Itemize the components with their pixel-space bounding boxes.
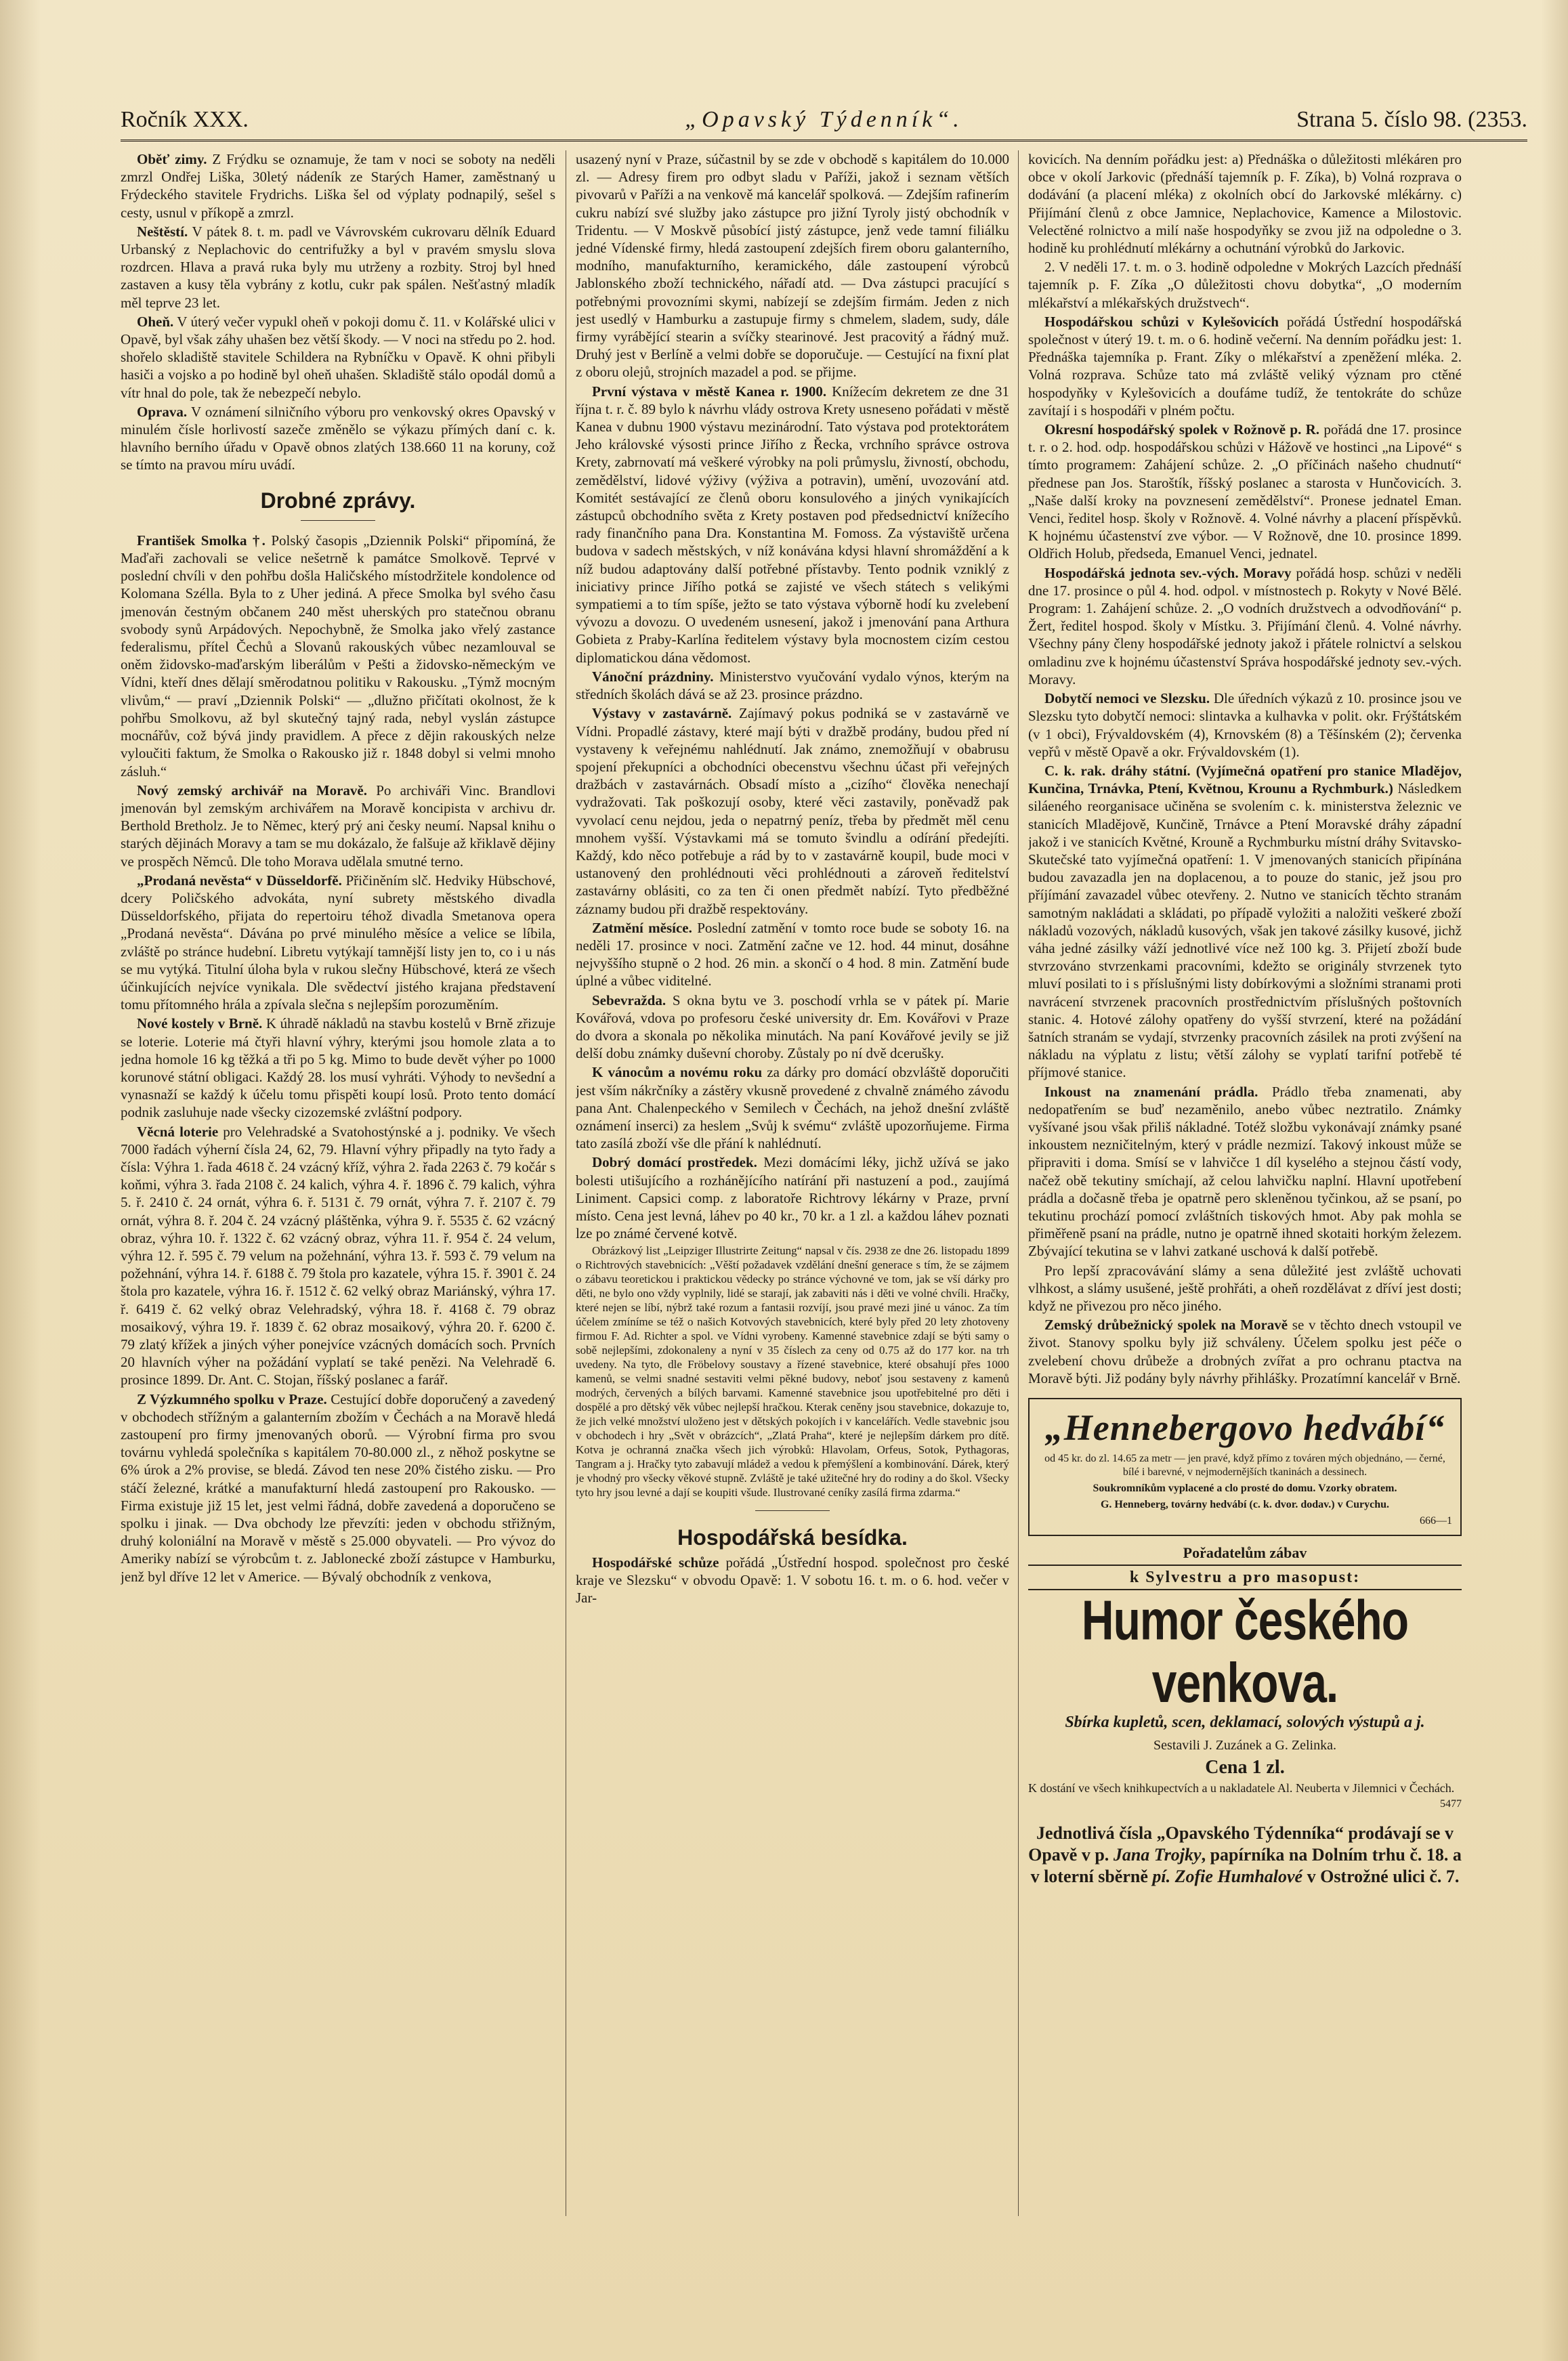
article-paragraph: [1028, 762, 1462, 1082]
article-heading: Oběť zimy.: [137, 151, 207, 167]
ad-description: Sbírka kupletů, scen, deklamací, solových výstupů a j.: [1065, 1714, 1425, 1732]
article-paragraph: [121, 403, 555, 474]
article-text: Přičiněním slč. Hedviky Hübschové, dcery Poličského advokáta, nyní subrety městského divadla Düsseldorfského, přijata do repertoiru téhož divadla Smetanova opera „Prodaná nevěsta“. Dávána po prvé minulého měsíce a velice se líbila, zvláště po stránce hudební. Libretu vytýkají tamnější listy jen to, co i u nás se mu vytýká. Titulní úloha byla v rukou slečny Hübschové, která ze všech účinkujících nejvíce vynikala. Dle svědectví jistého krajana představení tomu přítomného hrála a zpívala slečna s nejlepším porozuměním.: [121, 872, 555, 1013]
article-text: Polský časopis „Dziennik Polski“ připomíná, že Maďaři zachovali se velice nešetrně k památce Smolkově. Teprvé v poslední chvíli v den pohřbu došla Haličského místodržitele kondolence od Kolomana Szélla. Byla to z Uher jediná. A přece Smolka byl svého času jmenován čestným občanem 240 měst uherských pro statečnou obranu svobody synů Arpádových. Nepochybně, že Smolka jako vřelý zastance federalismu, přítel Čechů a Slovanů rakouských vůbec nezamlouval se oněm židovsko-maďarským liberálům v Pešti a židovsko-německým ve Vídni, kteří dnes dělají směrodatnou politiku v Rakousku. „Týmž mocným vlivům,“ — praví „Dziennik Polski“ — „dlužno přičítati okolnost, že k pohřbu Smolkovu, až byl skutečný tajný rada, nebyl vyslán zástupce mocnářův, což bývá jindy pravidlem. A přece z dějin rakouských nelze vyloučiti faktum, že Smolka o Rakousko již r. 1848 dobyl si velmi mnoho zásluh.“: [121, 532, 555, 780]
article-paragraph: [576, 1063, 1009, 1152]
page-fold-shadow-left: [0, 0, 41, 2361]
article-text: usazený nyní v Praze, súčastnil by se zde v obchodě s kapitálem do 10.000 zl. — Adresy firem pro odbyt sladu v Paříži, jakož i seznam větších pivovarů v Paříži a na venkově má kancelář spolková. — Zdejším rafinerím cukru nabízí své služby jako zástupce pro jižní Tyroly jistý obchodník v Tridentu. — V Moskvě působící jistý zástupce, jenž vede tamní filiálku jedné Vídenské firmy, hledá zastoupení zdejších firem oboru galanterního, modního, manufakturního, keramického, dále zastoupení výrobců Jablonského zboží technického, nářadí atd. — Dva zástupci pracující s potřebnými provozními skymi, nabízejí se zdejším firmám. Jeden z nich jest usedlý v Hamburku a zastupuje firmy s chmelem, sladem, sudy, dále firmy vyrábějící stearin a svíčky stearinové. Jest pracovitý a řádný muž. Druhý jest v Berlíně a velmi dobře se doporučuje. — Cestující na fixní plat z oboru olejů, strojních mazadel a pod. se přijme.: [576, 151, 1009, 381]
column-rule: [1018, 150, 1019, 2216]
article-text: Obrázkový list „Leipziger Illustrirte Zeitung“ napsal v čís. 2938 ze dne 26. listopadu 1899 o Richtrových stavebnicích: „Věští požadavek vzdělání dnešní generace s tím, že se zájmem o zábavu teoretickou i praktickou vědecky po stránce výchovné ve tom, jak se vší dárky pro děti, ne bylo ono vždy vyplnily, lidé se starají, jak zabaviti nás i děti ve volné chvíli. Hračky, které nejen se líbí, nýbrž také rozum a fantasii rozvíjí, jsou pravé mezi jiné u vánoc. Za tím účelem zmíníme se též o našich Kotvových stavebnicích, které byly před 20 lety zhotoveny firmou F. Ad. Richter a spol. ve Vídni vyrobeny. Kamenné stavebnice zdají se býti samy o sobě nejlepšími, zdokonaleny a nyní v 35 číslech za ceny od 0.75 až do 177 kor. na trh uvedeny. Na tyto, dle Fröbelovy soustavy a řízené stavebnice, které obsahují přes 1000 kamenů, se velmi snadné sestaviti velmi pěkné budovy, neboť jsou sestaveny z kamenů modrých, červených a bílých barvami. Kamenné stavebnice jsou upotřebitelné pro děti i dospělé a pro dětský věk vůbec nejlepší hračkou. Kterak ceněny jsou stavebnice, dokazuje to, že jich velké množství uloženo jest v dětských pokojích i v kancelářích. Vedle stavebnic jsou v obchodech i hry „Svět v obrázcích“, „Zlatá Praha“, které je nejlepším dárkem pro dítě. Kotva je ochranná značka všech jich výrobků: Hlavolam, Orfeus, Sotok, Pythagoras, Tangram a j. Hračky tyto zabavují mládež a vedou k přemýšlení a kombinování. Dárek, který je vhodný pro všecky věkové stupně. Zvláště je také užitečné hry do rodiny a do škol. Všecky tyto hry jsou levné a dají se koupiti všude. Ilustrované ceníky zasílá firma zdarma.“: [576, 1244, 1009, 1499]
article-paragraph: [121, 1123, 555, 1389]
ad-subheader: k Sylvestru a pro masopust:: [1028, 1565, 1462, 1590]
article-text: pořádá hosp. schůzi v neděli dne 17. prosince o půl 4. hod. odpol. v místnostech p. Rokyty v Nové Bělé. Program: 1. Zahájení schůze. 2. „O vodních družstvech a odvodňování“ p. Žert, ředitel hospod. školy v Místku. 3. Přijímání členů. 4. Volné návrhy. Všechny pány členy hospodářské jednoty jakož i přátele rolnictví a selskou omladinu zve k hojnému účastenství Správa hospodářské jednoty sev.-vých. Moravy.: [1028, 564, 1462, 687]
article-heading: Z Výzkumného spolku v Praze.: [137, 1390, 327, 1407]
sales-notice-text: , papírníka na Dolním trhu č. 18. a v loterní sběrně: [1030, 1845, 1462, 1887]
article-text: pro Velehradské a Svatohostýnské a j. podniky. Ve všech 7000 řadách výherní čísla 24, 62, 79. Hlavní výhry připadly na tyto řady a čísla: Výhra 1. řada 4618 č. 24 vzácný kříž, výhra 2. řada 2263 č. 79 kočár s koňmi, výhra 3. řada 2108 č. 24 kalich, výhra 4. ř. 1896 č. 79 kalich, výhra 5. ř. 2410 č. 24 ornát, výhra 6. ř. 5131 č. 79 ornát, výhra 7. ř. 2107 č. 79 ornát, výhra 8. ř. 204 č. 24 vzácný pláštěnka, výhra 9. ř. 5535 č. 62 vzácný obraz, výhra 10. ř. 1322 č. 62 vzácný obraz, výhra 11. ř. 954 č. 24 velum, výhra 12. ř. 595 č. 79 velum na požehnání, výhra 13. ř. 593 č. 79 velum na požehnání, výhra 14. ř. 6188 č. 79 štola pro kazatele, výhra 15. ř. 3901 č. 24 štola pro kazatele, výhra 16. ř. 1512 č. 62 velký obraz Mariánský, výhra 17. ř. 6419 č. 62 velký obraz Velehradský, výhra 18. ř. 4168 č. 79 obraz mosaikový, výhra 19. ř. 1839 č. 62 obraz mosaikový, výhra 20. ř. 6200 č. 79 zlatý křížek a jiných výher ponejvíce vzácných domácích soch. Prvních 20 hlavních výher na požádání vyplatí se také penězi. Na Velehradě 6. prosince 1899. Dr. Ant. C. Stojan, říšský poslanec a farář.: [121, 1123, 555, 1388]
article-heading: Neštěstí.: [137, 223, 188, 240]
article-text: pořádá Ústřední hospodářská společnost v úterý 19. t. m. o 6. hodině večerní. Na denním pořádku jest: 1. Přednáška tajemníka p. Frant. Zíky o mlékařství a zpeněžení mléka. 2. Volná rozprava. Schůze tato má zvláště veliký význam pro ctěné hospodyňky v Kylešovicích a doufáme tudíž, že tentokráte do schůze zavítají i s hospodáři v plném počtu.: [1028, 313, 1462, 419]
article-paragraph: [121, 1015, 555, 1121]
article-paragraph: [576, 919, 1009, 990]
article-heading: Hospodářské schůze: [592, 1554, 719, 1571]
article-text: Následkem siláeného reorganisace učiněna se svolením c. k. ministerstva železnic ve stanicích Mladějově, Kunčině, Trnávce a Ptení Moravské dráhy západní jakož i ve stanicích Květné, Krouně a Rychmburku místní dráhy Svitavsko-Skutečské tato vyjímečná opatření: 1. V jmenovaných stanicích připínána budou zavazadla jen na doplacenou, a to pouze do stanic, jež jsou pro příjímání zavazadel vůbec otevřeny. 2. Nutno ve stanicích těchto stranám samotným nakládati a skládati, po případě vyložiti a naložiti veškeré zboží nákladů vozových, nákladů kusových, však jen takové zásilky kusové, jichž váha jedné zásilky váží jednotlivé více než 100 kg. 3. Přijetí zboží bude stvrzováno stvrzenkami pracovními, kdežto se originály stvrzenek tyto mluví posilati to i s příslušnými listy dobírkovými a složními stranami proti navrácení stvrzenek pracovních prostřednictvím příslušných poštovních stanic. 4. Hotové zálohy opatřeny do vyšší stvrzení, které na požádání šatních stranám se vydají, stvrzenky pracovních zásilek na proti zvýšení na nákladu na výplatu z listu; větší zálohy se vyplatí tarifní potřebě té příjmové stanice.: [1028, 780, 1462, 1081]
article-text: kovicích. Na denním pořádku jest: a) Přednáška o důležitosti mlékáren pro obce v okolí Jarkovic (přednáší tajemník p. F. Zíka), b) Volná rozprava o dodávání (a placení mléka) z okolních obcí do Jarkovské mlékárny. c) Přijímání členů z obce Jamnice, Neplachovice, Kamence a Milostovic. Velectěné rolnictvo a milí naše hospodyňky se zvou již na odpoledne o 3. hodině ku prohlédnutí mlékárny a ochutnání výrobků do Jarkovic.: [1028, 151, 1462, 257]
article-text: V pátek 8. t. m. padl ve Vávrovském cukrovaru dělník Eduard Urbanský z Neplachovic do centrifužky a byl v pravém smyslu slova rozdrcen. Hlava a pravá ruka byly mu utrženy a rozbity. Stroj byl hned zastaven a kusy těla vybrány z kotlu, cukr pak spálen. Nešťastný mladík měl teprve 23 let.: [121, 223, 555, 311]
advertorial-paragraph: [576, 1243, 1009, 1499]
article-heading: Vánoční prázdniny.: [592, 668, 714, 685]
article-paragraph: [121, 532, 555, 780]
article-paragraph: [1028, 150, 1462, 257]
article-heading: Zemský drůbežnický spolek na Moravě: [1044, 1317, 1288, 1334]
ad-price: Cena 1 zl.: [1205, 1756, 1285, 1778]
article-heading: Oprava.: [137, 403, 188, 420]
article-heading: Sebevražda.: [592, 992, 666, 1008]
volume-label: Ročník XXX.: [121, 107, 249, 132]
article-heading: Nové kostely v Brně.: [137, 1015, 263, 1032]
article-heading: Inkoust na znamenání prádla.: [1044, 1083, 1258, 1100]
ad-publisher: K dostání ve všech knihkupectvích a u nakladatele Al. Neuberta v Jilemnici v Čechách.: [1028, 1781, 1455, 1795]
article-text: V úterý večer vypukl oheň v pokoji domu č. 11. v Kolářské ulici v Opavě, byl však záhy uhašen bez větší škody. — V noci na středu po 2. hod. shořelo skladiště stavitele Schildera na Rybníčku v Opavě. K ohni přibyli hasiči a vojsko a po hodině byl oheň uhašen. Skladiště stálo opodál domů a vítr hnal do pole, tak že nebezpečí nebylo.: [121, 313, 555, 401]
article-text: Mezi domácími léky, jichž užívá se jako bolesti utišujícího a rozhánějícího natírání při nastuzení a pod., zaujímá Liniment. Capsici comp. z laboratoře Richtrovy lékárny v Praze, první místo. Cena jest levná, láhev po 40 kr., 70 kr. a 1 zl. a každou láhev poznati lze po známé červené kotvě.: [576, 1154, 1009, 1242]
article-heading: Dobytčí nemoci ve Slezsku.: [1044, 690, 1210, 707]
article-text: Poslední zatmění v tomto roce bude se soboty 16. na neděli 17. prosince v noci. Zatmění začne ve 12. hod. 44 minut, dosáhne nejvyššího stupně o 2 hod. 26 min. a skončí o 4 hod. 8 min. Zatmění bude úplné a vůbec viditelné.: [576, 919, 1009, 990]
article-text: Pro lepší zpracovávání slámy a sena důležité jest zvláště uchovati vlhkost, a slámy usušené, ještě prohřáti, a oheň rozdělávat z dříví jest dosti; když ne přivezou pro něco jiného.: [1028, 1262, 1462, 1314]
ad-book-title: Humor českého venkova.: [1081, 1588, 1409, 1714]
article-text: 2. V neděli 17. t. m. o 3. hodině odpoledne v Mokrých Lazcích přednáší tajemník p. F. Zíka „O důležitosti chovu dobytka“, „O moderním mlékařství a mlékařských družstvech“.: [1028, 259, 1462, 311]
article-paragraph: [1028, 564, 1462, 688]
article-text: K úhradě nákladů na stavbu kostelů v Brně zřizuje se loterie. Loterie má čtyři hlavní výhry, kterými jsou homole zlata a to jedna homole 16 kg těžká a tři po 5 kg. Mimo to bude devět výher po 1000 korunové státní obligaci. Každý 28. los musí vyhráti. Výhody to nevšední a vynasnaží se každý k účelu tomu přispěti koupí losů. Proto tento domácí podnik zasluhuje nade všecky cizozemské zvláštní podpory.: [121, 1015, 555, 1121]
article-text: Ministerstvo vyučování vydalo výnos, kterým na středních školách dává se až 23. prosince prázdno.: [576, 668, 1009, 703]
section-title: Drobné zprávy.: [260, 488, 416, 513]
article-text: S okna bytu ve 3. poschodí vrhla se v pátek pí. Marie Kovářová, vdova po profesoru české university dr. Em. Kovářovi v Praze do dvora a skonala po několika minutách. Na paní Kovářové jevily se již delší dobu známky duševní choroby. Zůstaly po ní dvě dcerušky.: [576, 992, 1009, 1062]
article-text: Z Frýdku se oznamuje, že tam v noci se soboty na neděli zmrzl Ondřej Liška, 30letý nádeník ze Starých Hamer, zaměstnaný u Frýdeckého stavitele Frydrichs. Liška šel od výplaty podnapilý, sešel s cesty, usnul v příkopě a zmrzl.: [121, 151, 555, 221]
header-rule: [121, 140, 1527, 142]
article-paragraph: [576, 150, 1009, 381]
article-heading: K vánocům a novému roku: [592, 1064, 763, 1081]
article-paragraph: [1028, 689, 1462, 761]
sales-notice-text: Jednotlivá čísla „Opavského Týdenníka“ prodávají se v Opavě v p.: [1028, 1823, 1454, 1865]
article-heading: Zatmění měsíce.: [592, 919, 692, 936]
article-heading: Oheň.: [137, 313, 174, 330]
ad-code: 5477: [1440, 1798, 1462, 1810]
section-divider: [301, 520, 375, 521]
article-text: Dle úředních výkazů z 10. prosince jsou ve Slezsku tyto dobytčí nemoci: slintavka a kulhavka v polit. okr. Frýštátském (v 1 obci), Frývaldovském (4), Krnovském (8) a Těšínském (2); červenka vepřů v městě Opavě a okr. Frývaldovském (1).: [1028, 690, 1462, 760]
article-heading: Nový zemský archivář na Moravě.: [137, 782, 367, 799]
section-divider: [755, 1510, 830, 1511]
article-text: Po archiváři Vinc. Brandlovi jmenován byl zemským archivářem na Moravě koncipista v archivu dr. Berthold Bretholz. Je to Němec, který prý ani česky neumí. Napsal knihu o starých dějinách Moravy a tam se mu dokázalo, že falšuje až křiklavě dějiny ve prospěch Němců. Dle toho Morava udělala smutné terno.: [121, 782, 555, 870]
article-paragraph: [576, 383, 1009, 666]
article-paragraph: [576, 704, 1009, 917]
ad-code: 666—1: [1420, 1515, 1452, 1527]
column-2: [576, 150, 1009, 2223]
article-paragraph: [576, 1153, 1009, 1242]
page-number: Strana 5. číslo 98. (2353.: [1296, 107, 1527, 132]
article-paragraph: [121, 313, 555, 402]
article-heading: Okresní hospodářský spolek v Rožnově p. R.: [1044, 421, 1320, 438]
ad-title: „Hennebergovo hedvábí“: [1044, 1407, 1445, 1449]
seller-name: Jana Trojky: [1113, 1845, 1202, 1865]
section-title: Hospodářská besídka.: [677, 1525, 908, 1550]
article-text: V oznámení silničního výboru pro venkovský okres Opavský v minulém čísle horlivostí sazeče změnělo se výkazu přímých daní c. k. hlavního berního úřadu v Opavě obnos zlatých 138.660 11 na koruny, což se tímto na pravou míru uvádí.: [121, 403, 555, 473]
page-fold-shadow-right: [1541, 0, 1568, 2361]
article-paragraph: [1028, 313, 1462, 419]
article-heading: Výstavy v zastavárně.: [592, 705, 732, 722]
article-paragraph: [576, 1554, 1009, 1607]
column-3: [1028, 150, 1462, 2230]
ad-humor-ceskeho-venkova: [1028, 1544, 1462, 1813]
seller-name: pí. Zofie Humhalové: [1152, 1867, 1303, 1887]
ad-text: od 45 kr. do zl. 14.65 za metr — jen pravé, když přímo z továren mých objednáno, — černé, bílé i barevné, v nejmodernějších tkaninách a dessinech.: [1044, 1453, 1445, 1479]
article-heading: Dobrý domácí prostředek.: [592, 1154, 757, 1171]
sales-notice: [1028, 1823, 1462, 1888]
article-text: Cestující dobře doporučený a zavedený v obchodech střížným a galanterním zbožím v Čechách a na Moravě hledá zastoupení pro firmy jmenovaných oborů. — Výrobní firma pro svou továrnu vyhledá společníka s kapitálem 70-80.000 zl., z něhož poskytne se 6% úrok a 2% provise, se bledá. Závod ten nese 20% čistého zisku. — Pro stáčí železné, krátké a manufakturní hledá zastoupení pro Rakousko. — Firma existuje již 15 let, jest velmi řádná, dobře zavedená a doporučeno se spolku i jinak. — Dva obchody lze převzíti: jeden v obchodu střižným, druhý koloniální na Moravě v městě s 25.000 obyvateli. — Pro vývoz do Ameriky nabízí se výrobcům t. z. Jablonecké zboží zástupce v Hamburku, jenž byl dříve 12 let v Americe. — Bývalý obchodník z venkova,: [121, 1390, 555, 1585]
article-paragraph: [121, 1390, 555, 1586]
ad-text: G. Henneberg, továrny hedvábí (c. k. dvor. dodav.) v Curychu.: [1100, 1499, 1390, 1511]
newspaper-title: „Opavský Týdenník“.: [685, 107, 963, 132]
ad-authors: Sestavili J. Zuzánek a G. Zelinka.: [1153, 1738, 1336, 1753]
article-heading: První výstava v městě Kanea r. 1900.: [592, 383, 827, 400]
article-heading: František Smolka †.: [137, 532, 266, 549]
article-paragraph: [1028, 1316, 1462, 1387]
article-paragraph: [576, 992, 1009, 1063]
article-paragraph: [121, 872, 555, 1014]
article-paragraph: [576, 668, 1009, 703]
article-text: Knížecím dekretem ze dne 31 října t. r. č. 89 bylo k návrhu vlády ostrova Krety usneseno pořádati v městě Kanea v dubnu 1900 výstavu mezinárodní. Tato výstava pod protektorátem Jeho královské výsosti prince Jiřího z Řecka, vrchního správce ostrova Krety, zabrnovatí má veškeré výrobky na poli průmyslu, živností, obchodu, zemědělství, lidové výživy (výživa a potravin), umění, uvozování atd. Komitét sestávající ze členů oboru konsulového a jiných vynikajících zástupců obchodního světa z Krety postaven pod předsednictví knížecího rady finančního pana Dra. Konstantina M. Fomoss. Za výstaviště určena budova v sadech městských, v níž konávána kdysi hlavní shromáždění a k níž budou adaptovány další potřebné přístavby. Tento podnik vzniklý z iniciativy prince Jiřího potká se zajisté ve všech státech s velikými sympatiemi a to tím spíše, ježto se tato výstava výborně hodí ku zvelebení vývozu a dovozu. O uvedeném usnesení, jakož i jmenování pana Arthura Gobieta z Praby-Karlína ředitelem výstavy byla mocnostem cizím cestou diplomatickou dána vědomost.: [576, 383, 1009, 666]
ad-henneberg-silk: [1028, 1398, 1462, 1536]
article-paragraph: [1028, 258, 1462, 312]
article-paragraph: [1028, 1083, 1462, 1260]
article-text: pořádá dne 17. prosince t. r. o 2. hod. odp. hospodářskou schůzi v Hážově ve hostinci „na Lipové“ s tímto programem: Zahájení schůze. 2. „O příčinách našeho chudnutí“ přednese pan Jos. Staroštík, říšský poslanec a starosta v Hunčovicích. 3. „Naše další kroky na povznesení zemědělství“. Pronese jednatel Eman. Venci, ředitel hosp. školy v Rožnově. 4. Volné návrhy a placení příspěvků. K hojnému účastenství zve výbor. — V Rožnově, dne 10. prosince 1899. Oldřich Holub, předseda, Emanuel Venci, jednatel.: [1028, 421, 1462, 562]
article-paragraph: [1028, 1262, 1462, 1315]
ad-header: Pořadatelům zábav: [1183, 1544, 1307, 1562]
column-1: [121, 150, 555, 2216]
article-text: Prádlo třeba znamenati, aby nedopatřením se buď nezaměnilo, anebo vůbec neztratilo. Známky vyšívané jsou však přiliš nákladné. Totéž složbu vykonávají známky psané inkoustem nezničitelným, který v prádle nezmizí. Takový inkoust může se připraviti i doma. Smísí se v lahvičce 1 díl kyselého a stejnou částí vody, načež obě tekutiny smíchají, až celou lahvičku naplní. Hlavní upotřebení prádla a dočasně třeba je opatrně pero skleněnou tyčinkou, až se psaní, po tekutinu prochází pomocí zvláštních tiskových hmot. Aby pak mohla se přiměřeně psaní na prádle, nutno je opatrně ihned skotaiti horkým železem. Zbývající tekutina se v lahvi zatkané uschová k další potřebě.: [1028, 1083, 1462, 1260]
article-heading: Věcná loterie: [137, 1123, 219, 1140]
article-heading: Hospodářskou schůzi v Kylešovicích: [1044, 313, 1279, 330]
article-heading: „Prodaná nevěsta“ v Düsseldorfě.: [137, 872, 342, 889]
ad-text: Soukromníkům vyplacené a clo prosté do domu. Vzorky obratem.: [1093, 1483, 1397, 1495]
article-text: pořádá „Ústřední hospod. společnost pro české kraje ve Slezsku“ v obvodu Opavě: 1. V sobotu 16. t. m. o 6. hod. večer v Jar-: [576, 1554, 1009, 1606]
article-paragraph: [121, 150, 555, 221]
article-text: za dárky pro domácí obzvláště doporučiti jest vším nákrčníky a zástěry vkusně provedené z chvalně známého závodu pana Ant. Chalenpeckého v Semilech v Čechách, na jehož dnešní zvláště oznámení inserci) za heslem „Svůj k svému“ zvláště upozorňujeme. Firma tato zasílá zboží vše dle přání k nahlédnutí.: [576, 1064, 1009, 1152]
sales-notice-text: v Ostrožné ulici č. 7.: [1307, 1867, 1460, 1887]
article-text: Zajímavý pokus podniká se v zastavárně ve Vídni. Propadlé zástavy, které mají býti v dražbě prodány, budou před ní vystaveny k veřejnému nahlédnutí. Jak známo, znemožňují v obabrusu spojení překupníci a obchodníci obecenstvu všechnu účast při veřejných dražbách v zastavárnách. Obsadí místo a „cizího“ člověka nenechají vydražovati. Tak poškozují osoby, které věci zastavily, poněvadž pak vyvolací cenu nejdou, jeda o nepatrný peníz, třeba by předmět měl cenu mnohem vyšší. Výstavkami má se tomuto švindlu a odírání předejíti. Každý, kdo něco potřebuje a rád by to v zastavárně koupil, bude moci v ustanovený den prohlédnouti věci prohlédnouti a zároveň ředitelství zastavárny oblásiti, co za ten či onen předmět nabízí. Tyto předběžné záznamy budou při dražbě respektovány.: [576, 705, 1009, 917]
article-heading: Hospodářská jednota sev.-vých. Moravy: [1044, 564, 1292, 581]
article-paragraph: [121, 782, 555, 870]
article-text: se v těchto dnech vstoupil ve život. Stanovy spolku byly již schváleny. Účelem spolku jest péče o zvelebení chovu drůbeže a drobných zvířat a pro ochranu ptactva na Moravě býti. Již podány byly návrhy přihlášky. Prozatímní kancelář v Brně.: [1028, 1317, 1462, 1386]
article-paragraph: [1028, 421, 1462, 563]
article-paragraph: [121, 223, 555, 312]
article-heading: C. k. rak. dráhy státní. (Vyjímečná opatření pro stanice Mladějov, Kunčina, Trnávka, Ptení, Květnou, Krounu a Rychmburk.): [1028, 762, 1462, 797]
